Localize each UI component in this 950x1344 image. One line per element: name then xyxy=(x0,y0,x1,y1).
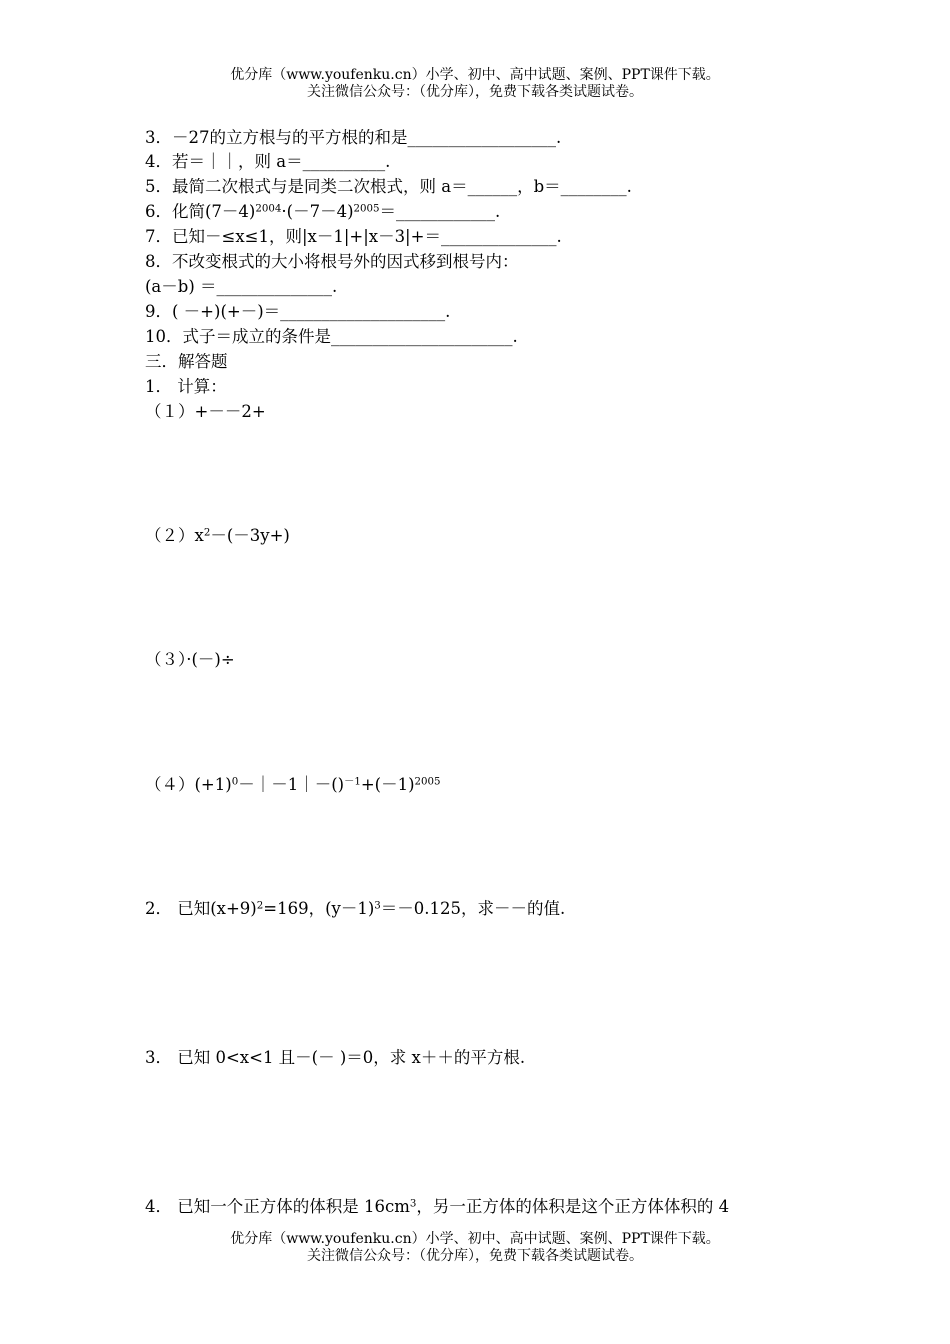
p14-exponent-2: －1 xyxy=(344,776,361,788)
q6-exponent-1: 2004 xyxy=(255,203,282,215)
header-line-2: 关注微信公众号：（优分库），免费下载各类试题试卷。 xyxy=(307,84,643,100)
q6-exponent-2: 2005 xyxy=(353,203,380,215)
q6-part-b: ·(－7－4) xyxy=(281,202,354,221)
p2-exponent-1: 2 xyxy=(256,900,264,912)
problem-1-1: （１）+－－2+ xyxy=(145,402,266,421)
p12-part-b: －(－3y+) xyxy=(210,526,290,545)
p12-exponent: 2 xyxy=(203,527,211,539)
question-4: 4．若＝｜｜，则 a＝__________. xyxy=(145,152,391,171)
p14-part-c: +(－1) xyxy=(360,775,415,794)
problem-3: 3． 已知 0<x<1 且－(－ )＝0，求 x＋＋的平方根. xyxy=(145,1048,526,1067)
p14-part-a: （４）(+1) xyxy=(145,775,232,794)
p2-part-a: 2． 已知(x+9) xyxy=(145,899,257,918)
question-8: 8．不改变根式的大小将根号外的因式移到根号内： xyxy=(145,252,519,271)
p4-part-a: 4． 已知一个正方体的体积是 16cm xyxy=(145,1197,410,1216)
question-9: 9．( －+)(+－)＝____________________. xyxy=(145,302,451,321)
problem-1-3: （３）·(－)÷ xyxy=(145,650,235,669)
question-5: 5．最简二次根式与是同类二次根式，则 a＝______，b＝________. xyxy=(145,177,632,196)
problem-2 xyxy=(145,898,565,920)
q6-part-a: 6．化简(7－4) xyxy=(145,202,256,221)
p4-exponent: 3 xyxy=(409,1198,417,1210)
footer-line-2: 关注微信公众号：（优分库），免费下载各类试题试卷。 xyxy=(307,1248,643,1264)
header-line-1: 优分库（www.youfenku.cn）小学、初中、高中试题、案例、PPT课件下载。 xyxy=(230,67,720,83)
q6-part-c: ＝____________. xyxy=(379,202,501,221)
question-3: 3．－27的立方根与的平方根的和是__________________. xyxy=(145,128,562,147)
p14-exponent-3: 2005 xyxy=(414,776,441,788)
p14-part-b: －｜－1｜－() xyxy=(238,775,345,794)
problem-1-title: 1． 计算： xyxy=(145,377,227,396)
p2-part-b: =169，(y－1) xyxy=(263,899,375,918)
p14-exponent-1: 0 xyxy=(231,776,239,788)
problem-1-4 xyxy=(145,774,441,796)
p4-part-b: ，另一正方体的体积是这个正方体体积的 4 xyxy=(416,1197,730,1216)
page-footer xyxy=(0,1231,950,1265)
footer-line-1: 优分库（www.youfenku.cn）小学、初中、高中试题、案例、PPT课件下载。 xyxy=(230,1231,720,1247)
section-heading: 三．解答题 xyxy=(145,352,228,371)
question-7: 7．已知－≤x≤1，则|x－1|+|x－3|+＝______________. xyxy=(145,227,562,246)
question-10: 10．式子＝成立的条件是______________________. xyxy=(145,327,518,346)
question-6 xyxy=(145,201,500,223)
page-header xyxy=(0,67,950,101)
problem-4 xyxy=(145,1196,729,1218)
p2-exponent-2: 3 xyxy=(374,900,381,912)
problem-1-2 xyxy=(145,525,290,547)
p2-part-c: ＝－0.125，求－－的值. xyxy=(380,899,566,918)
p12-part-a: （２）x xyxy=(145,526,204,545)
question-8-continued: (a－b) ＝______________. xyxy=(145,277,338,296)
